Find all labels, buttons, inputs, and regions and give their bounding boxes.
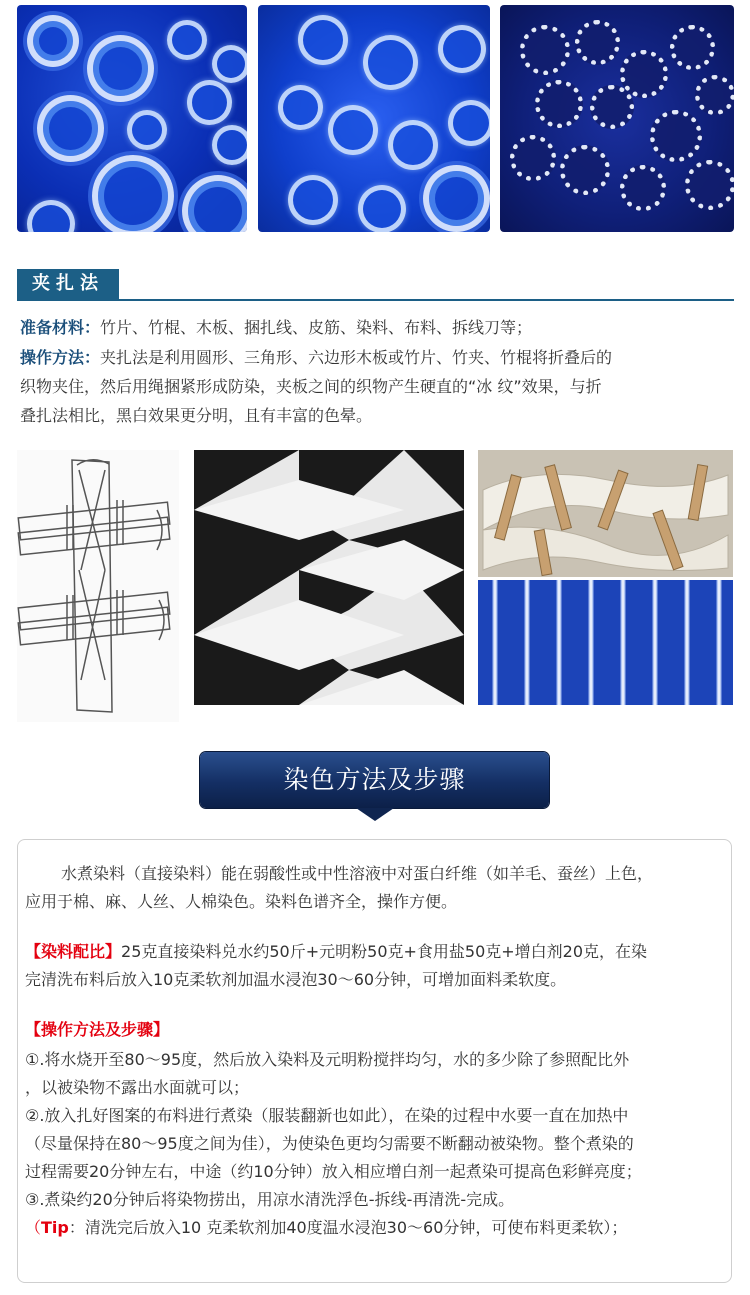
tip-label: Tip	[41, 1218, 69, 1237]
recipe-paragraph	[25, 938, 725, 994]
step-1-line-2: ，以被染物不露出水面就可以；	[25, 1078, 250, 1097]
steps-list	[25, 1046, 725, 1242]
tie-dye-photo-flowers	[500, 5, 734, 232]
recipe-line-2: 完清洗布料后放入10克柔软剂加温水浸泡30～60分钟，可增加面料柔软度。	[25, 970, 567, 989]
banner-arrow-icon	[356, 808, 394, 821]
blue-striped-fabric-photo	[478, 580, 733, 705]
method-label: 操作方法：	[20, 348, 101, 367]
recipe-line-1: 25克直接染料兑水约50斤+元明粉50克+食用盐50克+增白剂20克，在染	[121, 942, 648, 961]
step-2-line-1: ②.放入扎好图案的布料进行煮染（服装翻新也如此），在染的过程中水要一直在加热中	[25, 1106, 629, 1125]
recipe-label: 【染料配比】	[25, 942, 122, 961]
tie-dye-photo-dots	[258, 5, 490, 232]
method-line-1: 夹扎法是利用圆形、三角形、六边形木板或竹片、竹夹、竹棍将折叠后的	[100, 348, 613, 367]
tip-line	[25, 1218, 627, 1237]
section-divider	[17, 299, 734, 301]
banner-title: 染色方法及步骤	[283, 765, 466, 794]
step-1-line-1: ①.将水烧开至80～95度，然后放入染料及元明粉搅拌均匀，水的多少除了参照配比外	[25, 1050, 630, 1069]
intro-line-2: 应用于棉、麻、人丝、人棉染色。染料色谱齐全，操作方便。	[25, 892, 458, 911]
method-line-2: 织物夹住，然后用绳捆紧形成防染，夹板之间的织物产生硬直的“冰 纹”效果，与折	[20, 377, 602, 396]
tip-text: ：清洗完后放入10 克柔软剂加40度温水浸泡30～60分钟，可使布料更柔软）；	[68, 1218, 628, 1237]
intro-paragraph	[25, 860, 725, 916]
tip-open-paren: （	[25, 1218, 42, 1237]
clamped-fabric-photo	[478, 450, 733, 577]
method-paragraph	[20, 343, 732, 430]
method-line-3: 叠扎法相比，黑白效果更分明，且有丰富的色晕。	[20, 406, 373, 425]
step-2-line-3: 过程需要20分钟左右，中途（约10分钟）放入相应增白剂一起煮染可提高色彩鲜亮度；	[25, 1162, 642, 1181]
clamp-sketch-illustration	[17, 450, 179, 722]
ice-crack-pattern-photo	[194, 450, 464, 705]
step-3-line-1: ③.煮染约20分钟后将染物捞出，用凉水清洗浮色-拆线-再清洗-完成。	[25, 1190, 515, 1209]
step-2-line-2: （尽量保持在80～95度之间为佳），为使染色更均匀需要不断翻动被染物。整个煮染的	[25, 1134, 634, 1153]
materials-paragraph	[20, 313, 732, 342]
materials-label: 准备材料：	[20, 318, 101, 337]
steps-label: 【操作方法及步骤】	[25, 1020, 170, 1039]
dyeing-steps-banner	[200, 752, 549, 808]
intro-line-1: 水煮染料（直接染料）能在弱酸性或中性溶液中对蛋白纤维（如羊毛、蚕丝）上色，	[61, 864, 654, 883]
tie-dye-photo-circles	[17, 5, 247, 232]
steps-heading	[25, 1016, 725, 1044]
section-tag-clamp-method: 夹扎法	[17, 269, 119, 299]
materials-text: 竹片、竹棍、木板、捆扎线、皮筋、染料、布料、拆线刀等；	[100, 318, 533, 337]
